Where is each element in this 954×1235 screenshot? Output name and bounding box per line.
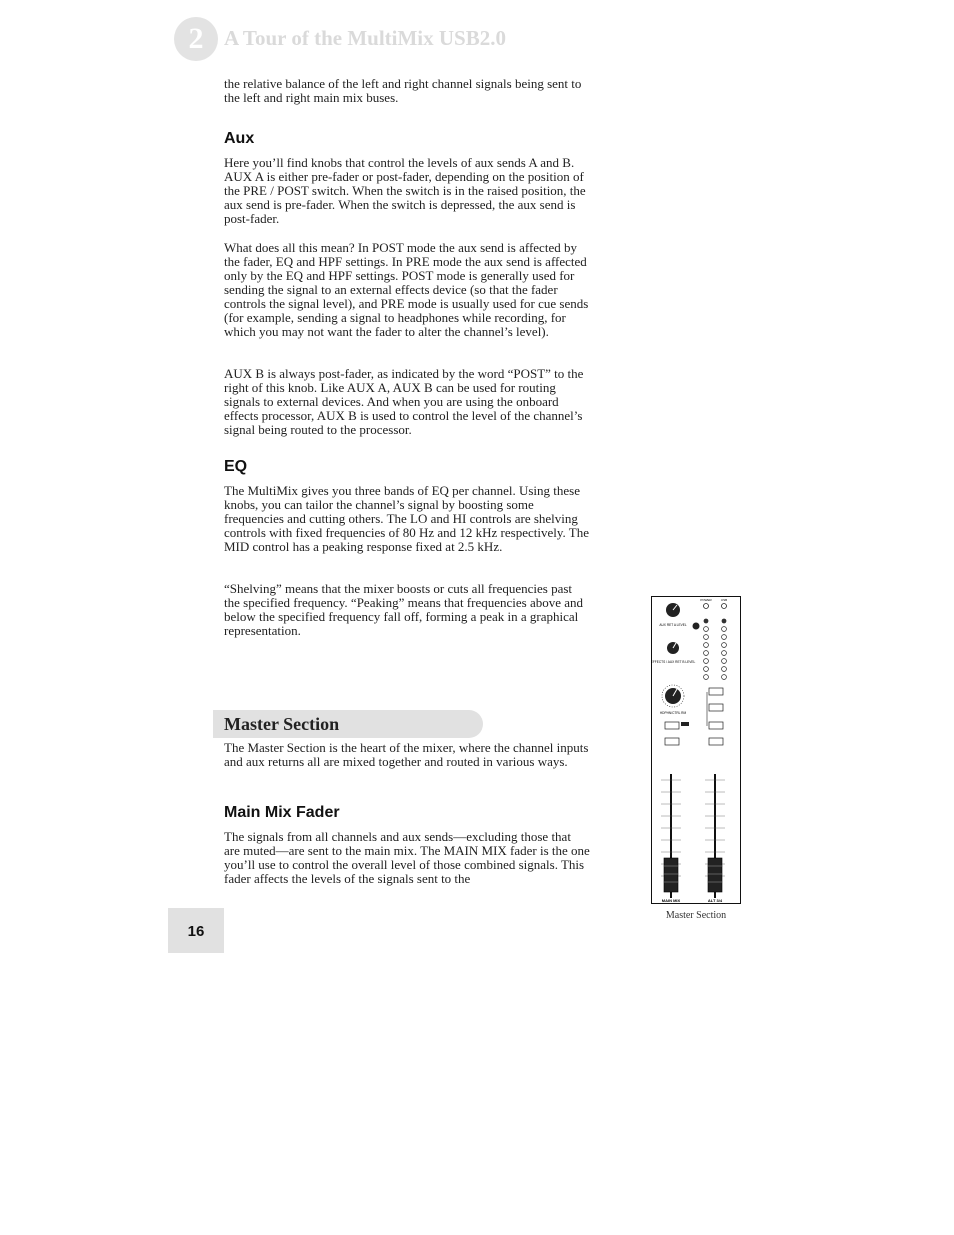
effects-knob [667, 642, 679, 654]
paragraph-master-1: The Master Section is the heart of the mixer, where the channel inputs and aux returns all are mixed together and routed in various ways. [224, 740, 589, 769]
heading-aux: Aux [224, 130, 255, 147]
paragraph-aux-2: What does all this mean? In POST mode the aux send is affected by the fader, EQ and HPF settings. In PRE mode the aux send is affected only by the EQ and HPF settings. POST mode is generally used for sending the signal to an external effects device (so that the fader controls the signal level), and PRE mode is usually used for cue sends (for example, sending a signal to headphones while recording, for which you may not want the fader to alter the channel’s level). [224, 240, 589, 339]
paragraph-intro: the relative balance of the left and right channel signals being sent to the left and right main mix buses. [224, 76, 582, 105]
effects-label: EFFECTS / AUX RET B LEVEL [651, 660, 696, 664]
paragraph-aux-1: Here you’ll find knobs that control the levels of aux sends A and B. AUX A is either pre-fader or post-fader, depending on the position of the PRE / POST switch. When the switch is in the raised position, the aux send is pre-fader. When the switch is depressed, the aux send is post-fader. [224, 155, 586, 226]
main-mix-label: MAIN MIX [661, 898, 681, 903]
paragraph-aux-3: AUX B is always post-fader, as indicated by the word “POST” to the right of this knob. Like AUX A, AUX B can be used for routing signals to external devices. And when you are using the onboard effects processor, AUX B is used to control the level of the channel’s signal being routed to the processor. [224, 366, 584, 437]
aux-ret-a-knob [666, 603, 680, 617]
alt-34-label: ALT 3/4 [707, 898, 723, 903]
paragraph-eq-1: The MultiMix gives you three bands of EQ per channel. Using these knobs, you can tailor the channel’s signal by boosting some frequencies and cutting others. The LO and HI controls are shelving controls with fixed frequencies of 80 Hz and 12 kHz respectively. The MID control has a peaking response fixed at 2.5 kHz. [224, 483, 589, 554]
pan-knob-small [693, 623, 700, 630]
paragraph-eq-2: “Shelving” means that the mixer boosts or cuts all frequencies past the specified frequency. “Peaking” means that frequencies above and below the specified frequency fall off, forming a peak in a graphical representation. [224, 581, 584, 638]
master-section-illustration [651, 596, 741, 904]
main-mix-fader-cap [664, 858, 678, 892]
heading-eq: EQ [224, 458, 248, 475]
usb-label: USB [720, 598, 728, 602]
aux-ret-a-label: AUX RET A LEVEL [659, 623, 687, 627]
page-number: 16 [168, 908, 224, 953]
headphone-knob [662, 685, 684, 707]
chapter-title: A Tour of the MultiMix USB2.0 [224, 26, 506, 50]
chapter-number-badge: 2 [174, 17, 218, 61]
paragraph-main-mix-1: The signals from all channels and aux sends—excluding those that are muted—are sent to the main mix. The MAIN MIX fader is the one you’ll use to control the overall level of those combined signals. This fader affects the levels of the signals sent to the [224, 829, 590, 886]
heading-master-section: Master Section [224, 714, 340, 734]
heading-main-mix-fader: Main Mix Fader [224, 804, 340, 821]
figure-caption: Master Section [665, 910, 727, 921]
alt-34-fader-cap [708, 858, 722, 892]
power-label: POWER [700, 598, 712, 602]
headphone-label: HDPHN/CTRL RM [659, 711, 687, 715]
